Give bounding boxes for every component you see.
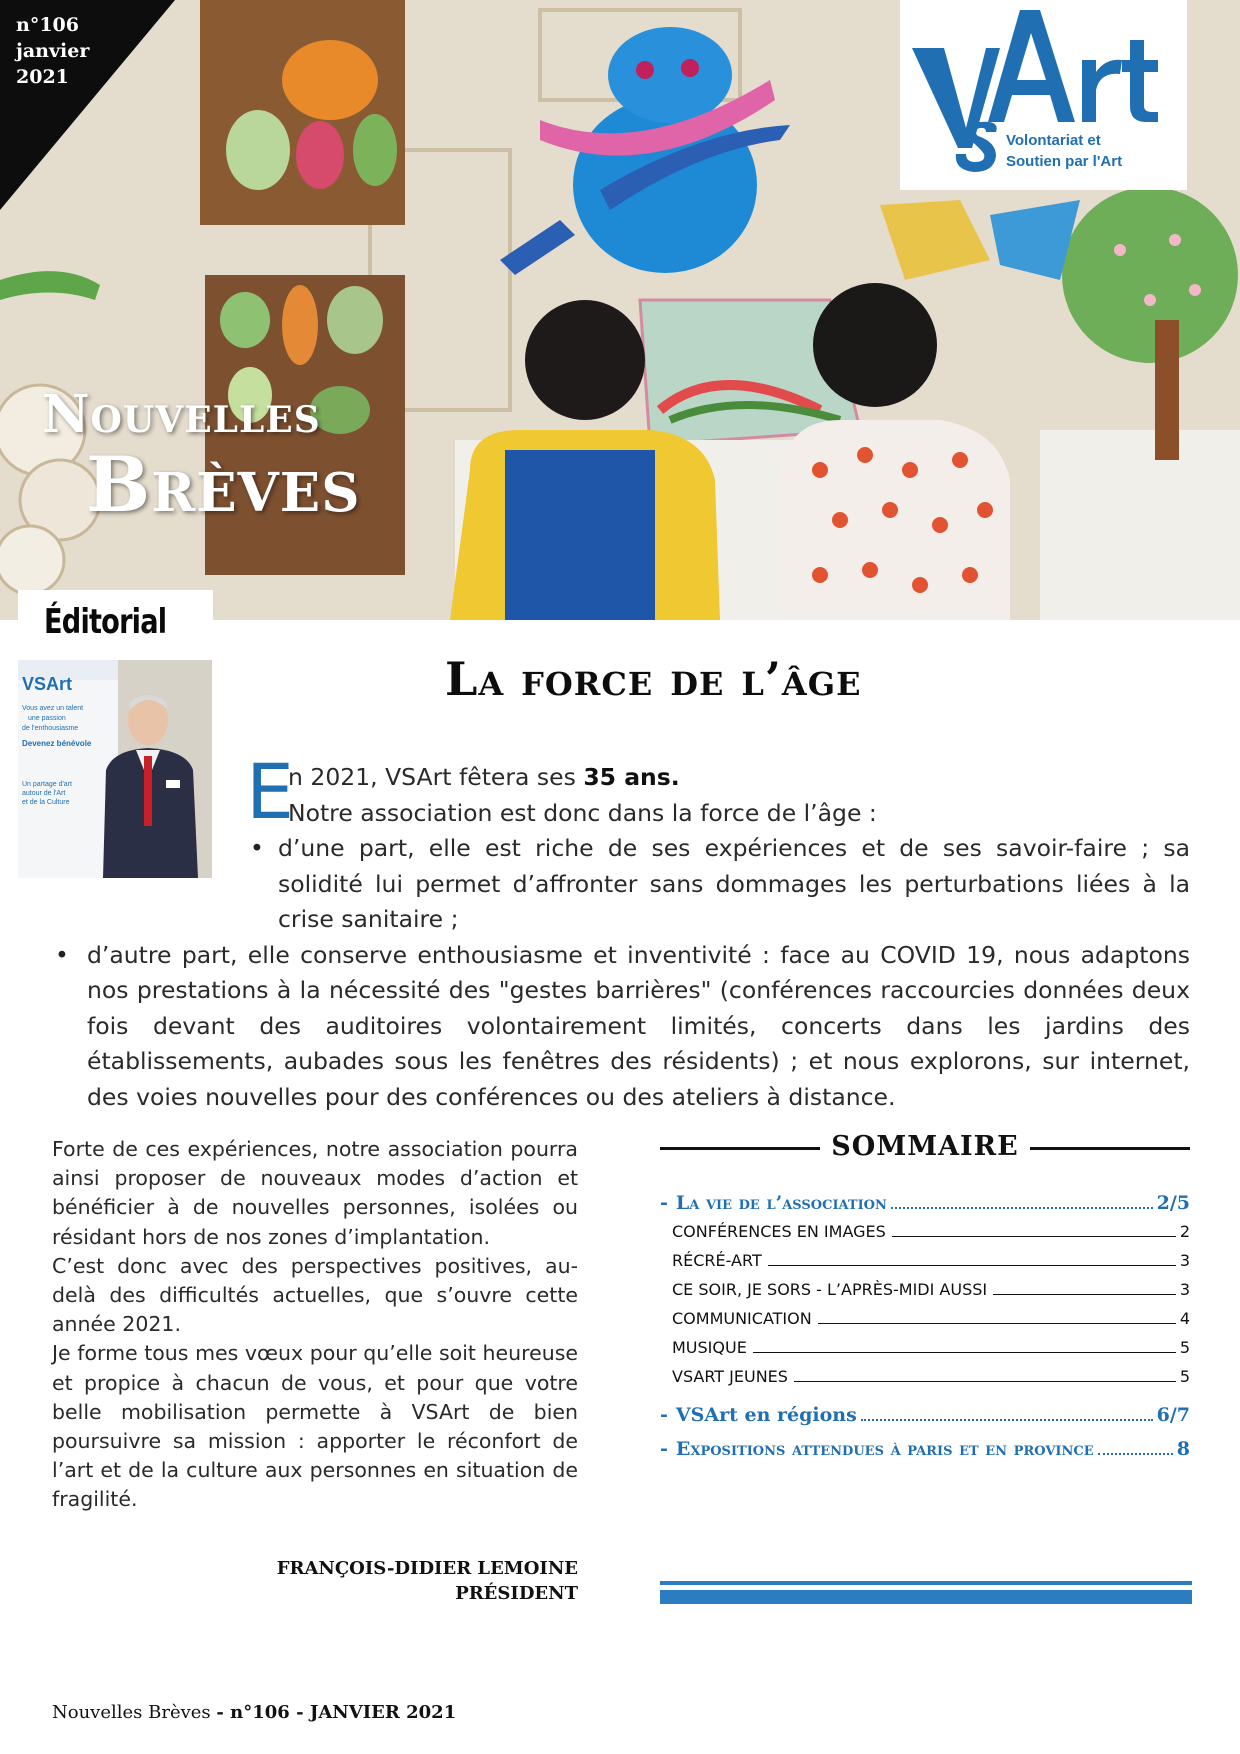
masthead: [42, 384, 361, 529]
blue-bar-thick: [660, 1590, 1192, 1604]
toc-item-page: 3: [1179, 1251, 1190, 1270]
toc-item[interactable]: [672, 1367, 1190, 1396]
toc-item-label: MUSIQUE: [672, 1338, 747, 1357]
intro-line2: Notre association est donc dans la force de l’âge :: [288, 798, 877, 827]
body-paragraph-3: Je forme tous mes vœux pour qu’elle soit heureuse et propice à chacun de vous, et pour que votre belle mobilisation permette à VSArt de bien poursuivre sa mission : apporter le réconfort de l’art et de la culture aux personnes en situation de fragilité.: [52, 1341, 578, 1512]
signature-name: FRANÇOIS-DIDIER LEMOINE: [276, 1558, 578, 1579]
toc-dash: -: [660, 1404, 668, 1426]
issue-number: n°106: [16, 14, 79, 36]
issue-month: janvier: [16, 40, 90, 62]
toc-item-label: CE SOIR, JE SORS - L’APRÈS-MIDI AUSSI: [672, 1280, 988, 1299]
intro-lead-text: n 2021, VSArt fêtera ses: [288, 763, 584, 791]
banner-line4: Devenez bénévole: [22, 739, 92, 748]
body-paragraph-2: C’est donc avec des perspectives positives, au-delà des difficultés actuelles, que s’ouvre cette année 2021.: [52, 1253, 578, 1337]
toc-section-regions[interactable]: [660, 1404, 1190, 1426]
banner-line6: autour de l'Art: [22, 790, 66, 797]
intro-bullet-1: • d’une part, elle est riche de ses expériences et de ses savoir-faire ; sa solidité lui permet d’affronter sans dommages les perturbations liées à la crise sanitaire ;: [250, 831, 1190, 938]
blue-bar-thin: [660, 1581, 1192, 1585]
sommaire-title: SOMMAIRE: [831, 1131, 1019, 1162]
body-paragraph-1: Forte de ces expériences, notre association pourra ainsi proposer de nouveaux modes d’action et bénéficier à de nouvelles personnes, isolées ou résidant hors de nos zones d’implantation.: [52, 1137, 578, 1249]
toc-item-label: VSART JEUNES: [672, 1367, 788, 1386]
toc-item-leader: [794, 1381, 1176, 1382]
banner-line5: Un partage d'art: [22, 781, 72, 788]
intro-lead: [288, 760, 1190, 796]
table-of-contents: [660, 1128, 1190, 1460]
toc-item-leader: [768, 1265, 1176, 1266]
footer-issue: n°106 - JANVIER 2021: [230, 1702, 457, 1723]
toc-item-leader: [993, 1294, 1176, 1295]
child-right-head: [813, 283, 937, 407]
toc-item[interactable]: [672, 1251, 1190, 1280]
logo-tagline: [1006, 130, 1122, 172]
banner-line7: et de la Culture: [22, 799, 70, 806]
signature-role: PRÉSIDENT: [455, 1583, 578, 1604]
tree-art: [1062, 187, 1238, 363]
issue-year: 2021: [16, 66, 69, 88]
toc-item-page: 5: [1179, 1367, 1190, 1386]
banner-line3: de l'enthousiasme: [22, 725, 79, 732]
toc-item-page: 2: [1179, 1222, 1190, 1241]
child-left-head: [525, 300, 645, 420]
toc-item[interactable]: [672, 1222, 1190, 1251]
toc-item-page: 3: [1179, 1280, 1190, 1299]
toc-item-page: 5: [1179, 1338, 1190, 1357]
masthead-line2: Brèves: [86, 440, 361, 529]
editorial-tab-label: Éditorial: [44, 602, 167, 642]
toc-section-label: VSArt en régions: [675, 1404, 857, 1426]
president-portrait: [18, 660, 212, 878]
intro-bullet-2: • d’autre part, elle conserve enthousiasme et inventivité : face au COVID 19, nous adaptons nos prestations à la nécessité des "gestes barrières" (conférences raccourcies données deux fois devant des auditoires volontairement limités, concerts dans les jardins des établissements, aubades sous les fenêtres des résidents) ; et nous explorons, sur internet, des voies nouvelles pour des conférences ou des ateliers à distance.: [55, 938, 1190, 1116]
toc-item-page: 4: [1179, 1309, 1190, 1328]
editorial-tab: [18, 590, 213, 652]
toc-item-leader: [818, 1323, 1176, 1324]
editorial-intro: [87, 747, 1190, 1115]
toc-item[interactable]: [672, 1280, 1190, 1309]
toc-section-label: Expositions attendues à paris et en province: [675, 1438, 1094, 1460]
signature: [52, 1556, 578, 1606]
toc-dash: -: [660, 1192, 668, 1214]
banner-line1: Vous avez un talent: [22, 705, 84, 712]
toc-item-label: CONFÉRENCES EN IMAGES: [672, 1222, 886, 1241]
intro-lead-bold: 35 ans.: [583, 763, 680, 791]
portrait-image: [18, 660, 212, 878]
banner-line2: une passion: [28, 715, 66, 722]
toc-section-label: La vie de l’association: [675, 1192, 887, 1214]
banner-logo: VSArt: [22, 674, 73, 694]
toc-leader: [861, 1419, 1153, 1421]
toc-leader: [891, 1207, 1153, 1209]
editorial-title: La force de l’âge: [445, 652, 862, 706]
toc-dash: -: [660, 1438, 668, 1460]
toc-section-expositions[interactable]: [660, 1438, 1190, 1460]
masthead-line1: Nouvelles: [42, 384, 321, 445]
toc-section-vie[interactable]: [660, 1192, 1190, 1214]
editorial-body: [52, 1135, 578, 1515]
toc-item-label: COMMUNICATION: [672, 1309, 812, 1328]
toc-section-page: 2/5: [1156, 1192, 1190, 1214]
toc-item-leader: [892, 1236, 1176, 1237]
toc-leader: [1098, 1453, 1173, 1455]
toc-item[interactable]: [672, 1309, 1190, 1338]
toc-item-label: RÉCRÉ-ART: [672, 1251, 762, 1270]
sommaire-bottom-bars: [660, 1581, 1192, 1604]
toc-item-leader: [753, 1352, 1176, 1353]
footer-title: Nouvelles Brèves: [52, 1702, 211, 1723]
issue-label: [16, 12, 89, 90]
sommaire-header: [660, 1128, 1190, 1168]
logo-tagline-line2: Soutien par l'Art: [1006, 153, 1123, 170]
toc-section-page: 8: [1176, 1438, 1190, 1460]
page-footer: Nouvelles Brèves - n°106 - JANVIER 2021: [52, 1702, 457, 1723]
logo-tagline-line1: Volontariat et: [1006, 132, 1101, 149]
vsart-logo: [900, 0, 1187, 190]
toc-section-page: 6/7: [1156, 1404, 1190, 1426]
drop-cap: E: [246, 747, 295, 836]
hero-photo: [0, 0, 1240, 620]
toc-item[interactable]: [672, 1338, 1190, 1367]
